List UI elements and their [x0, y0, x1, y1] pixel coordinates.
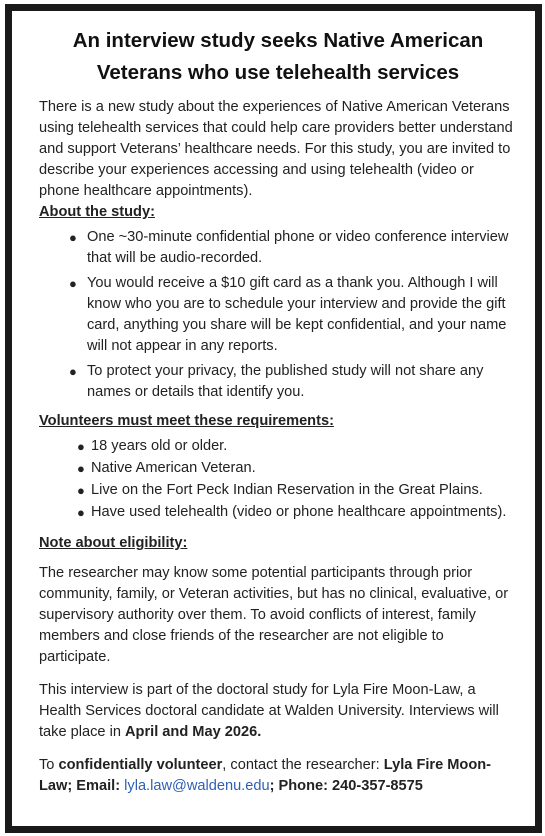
- contact-emphasis: confidentially volunteer: [58, 757, 223, 773]
- list-item: [77, 458, 517, 479]
- bullet-icon: ●: [69, 230, 77, 245]
- requirement-text: Have used telehealth (video or phone healthcare appointments).: [91, 504, 507, 520]
- requirement-text: 18 years old or older.: [91, 438, 228, 454]
- about-list: [39, 227, 517, 403]
- bullet-icon: ●: [77, 461, 85, 476]
- intro-paragraph: There is a new study about the experiences of Native American Veterans using telehealth services that could help care providers better understand and support Veterans’ healthcare needs. For this study, you are invited to describe your experiences accessing and using telehealth (video or phone healthcare appointments).: [39, 99, 513, 199]
- email-link[interactable]: lyla.law@waldenu.edu: [124, 778, 270, 794]
- requirements-heading: Volunteers must meet these requirements:: [39, 413, 334, 429]
- list-item: [69, 361, 517, 403]
- about-heading: About the study:: [39, 204, 155, 220]
- contact-paragraph: [39, 755, 517, 797]
- contact-prefix: To: [39, 757, 55, 773]
- contact-middle: , contact the researcher:: [222, 757, 380, 773]
- about-item-text: To protect your privacy, the published study will not share any names or details that identify you.: [87, 363, 484, 400]
- list-item: [77, 480, 517, 501]
- flyer: [5, 4, 542, 833]
- doctoral-paragraph: [39, 680, 517, 743]
- page-title: [39, 25, 517, 89]
- eligibility-heading: Note about eligibility:: [39, 535, 188, 551]
- flyer-content: [39, 25, 517, 797]
- title-line-1: An interview study seeks Native American: [72, 29, 484, 52]
- eligibility-paragraph: The researcher may know some potential participants through prior community, family, or Veteran activities, but has no clinical, evaluative, or supervisory authority over them. To avoid conflicts of interest, family members and close friends of the researcher are not eligible to participate.: [39, 565, 509, 665]
- requirements-list: [39, 436, 517, 523]
- researcher-phone: ; Phone: 240-357-8575: [269, 778, 423, 794]
- title-line-2: Veterans who use telehealth services: [96, 61, 460, 84]
- interview-dates: April and May 2026.: [125, 724, 262, 740]
- bullet-icon: ●: [69, 276, 77, 291]
- about-item-text: You would receive a $10 gift card as a thank you. Although I will know who you are to schedule your interview and provide the gift card, anything you share will be kept confidential, and your name will not appear in any reports.: [87, 275, 507, 354]
- requirement-text: Live on the Fort Peck Indian Reservation in the Great Plains.: [91, 482, 483, 498]
- doctoral-text: This interview is part of the doctoral study for Lyla Fire Moon-Law, a Health Services doctoral candidate at Walden University. Interviews will take place in: [39, 682, 499, 740]
- list-item: [77, 436, 517, 457]
- bullet-icon: ●: [77, 483, 85, 498]
- requirement-text: Native American Veteran.: [91, 460, 256, 476]
- researcher-name: Lyla Fire Moon-Law; Email:: [39, 757, 492, 794]
- list-item: [69, 273, 517, 357]
- bullet-icon: ●: [77, 505, 85, 520]
- about-item-text: One ~30-minute confidential phone or video conference interview that will be audio-recorded.: [87, 229, 509, 266]
- list-item: [69, 227, 517, 269]
- bullet-icon: ●: [77, 439, 85, 454]
- list-item: [77, 502, 517, 523]
- bullet-icon: ●: [69, 364, 77, 379]
